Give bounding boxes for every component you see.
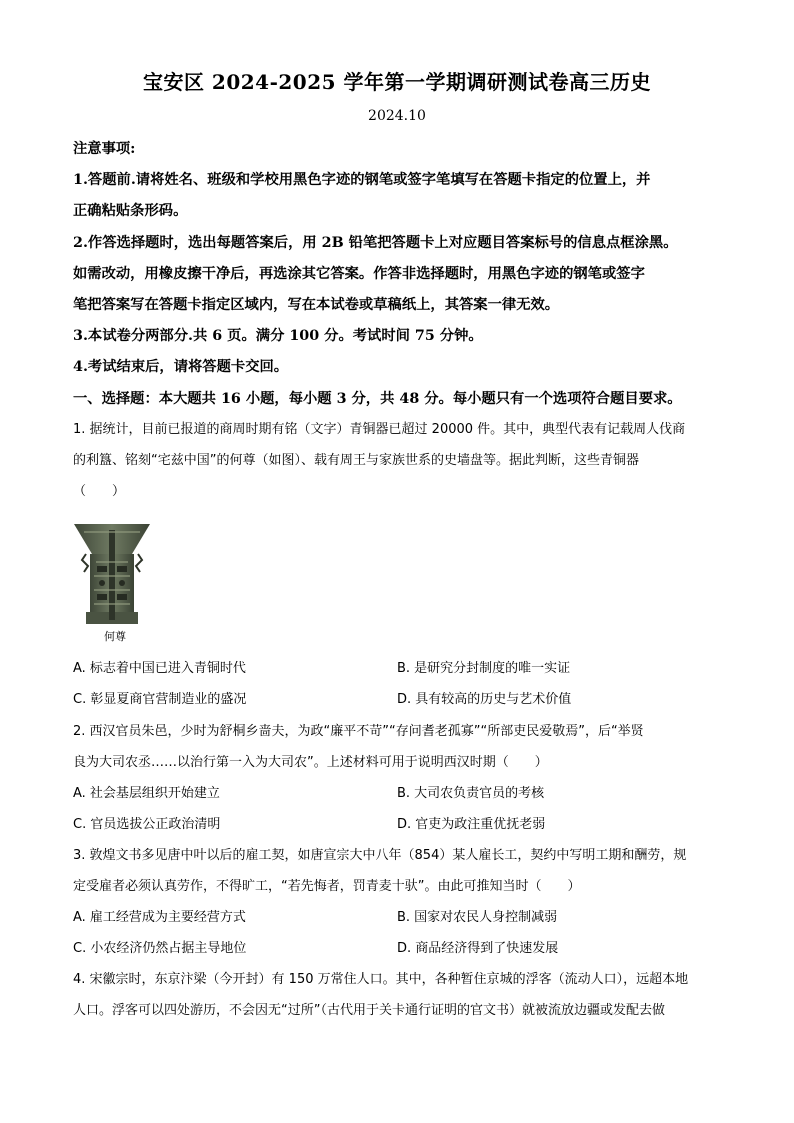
section-heading: 一、选择题：本大题共 16 小题，每小题 3 分，共 48 分。每小题只有一个选项符合题目要求。	[73, 391, 682, 407]
question-3-option-a: A. 雇工经营成为主要经营方式	[73, 910, 246, 925]
question-2-option-d: D. 官吏为政注重优抚老弱	[397, 817, 546, 832]
exam-title: 宝安区 2024-2025 学年第一学期调研测试卷高三历史	[142, 70, 652, 94]
question-3-option-c: C. 小农经济仍然占据主导地位	[73, 941, 247, 956]
question-3-line-2: 定受雇者必须认真劳作，不得旷工，“若先悔者，罚青麦十驮”。由此可推知当时（ ）	[73, 879, 581, 894]
question-3-option-b: B. 国家对农民人身控制减弱	[397, 910, 558, 925]
question-1-line-2: 的利簋、铭刻“宅兹中国”的何尊（如图）、载有周王与家族世系的史墙盘等。据此判断，这些青铜器	[73, 453, 639, 468]
exam-date: 2024.10	[368, 108, 426, 124]
question-4-line-1: 4. 宋徽宗时，东京汴梁（今开封）有 150 万常住人口。其中，各种暂住京城的浮客（流动人口），远超本地	[73, 972, 689, 987]
question-2-line-1: 2. 西汉官员朱邑，少时为舒桐乡啬夫，为政“廉平不苛”“存问耆老孤寡”“所部吏民爱敬焉”，后“举贤	[73, 724, 644, 739]
question-2-line-2: 良为大司农丞……以治行第一入为大司农”。上述材料可用于说明西汉时期（ ）	[73, 755, 548, 770]
question-1-option-a: A. 标志着中国已进入青铜时代	[73, 661, 246, 676]
question-2-option-b: B. 大司农负责官员的考核	[397, 786, 545, 801]
question-1-option-b: B. 是研究分封制度的唯一实证	[397, 661, 571, 676]
notice-heading: 注意事项:	[73, 141, 136, 157]
question-2-option-a: A. 社会基层组织开始建立	[73, 786, 220, 801]
notice-line-5: 笔把答案写在答题卡指定区域内，写在本试卷或草稿纸上，其答案一律无效。	[73, 297, 560, 313]
question-1-option-c: C. 彰显夏商官营制造业的盛况	[73, 692, 247, 707]
question-4-line-2: 人口。浮客可以四处游历，不会因无“过所”（古代用于关卡通行证明的官文书）就被流放边疆或发配去做	[73, 1003, 665, 1018]
notice-line-1: 1.答题前.请将姓名、班级和学校用黑色字迹的钢笔或签字笔填写在答题卡指定的位置上，并	[73, 172, 651, 188]
question-1-option-d: D. 具有较高的历史与艺术价值	[397, 692, 572, 707]
question-1-line-1: 1. 据统计，目前已报道的商周时期有铭（文字）青铜器已超过 20000 件。其中，典型代表有记载周人伐商	[73, 422, 686, 437]
question-2-option-c: C. 官员选拔公正政治清明	[73, 817, 221, 832]
he-zun-bronze-vessel-image	[70, 520, 154, 626]
notice-line-2: 正确粘贴条形码。	[73, 203, 188, 219]
notice-line-3: 2.作答选择题时，选出每题答案后，用 2B 铅笔把答题卡上对应题目答案标号的信息点框涂黑。	[73, 235, 678, 251]
notice-line-7: 4.考试结束后，请将答题卡交回。	[73, 359, 289, 375]
notice-line-4: 如需改动，用橡皮擦干净后，再选涂其它答案。作答非选择题时，用黑色字迹的钢笔或签字	[73, 266, 645, 282]
question-3-option-d: D. 商品经济得到了快速发展	[397, 941, 559, 956]
figure-caption: 何尊	[104, 630, 126, 643]
question-3-line-1: 3. 敦煌文书多见唐中叶以后的雇工契，如唐宣宗大中八年（854）某人雇长工，契约中写明工期和酬劳，规	[73, 848, 687, 863]
notice-line-6: 3.本试卷分两部分.共 6 页。满分 100 分。考试时间 75 分钟。	[73, 328, 483, 344]
question-1-line-3: （ ）	[73, 484, 126, 499]
